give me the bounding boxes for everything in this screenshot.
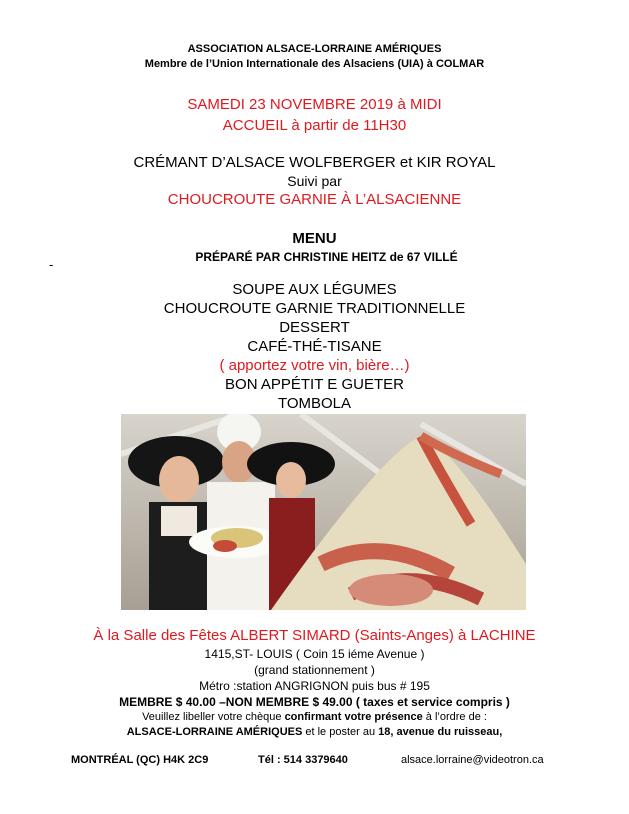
photo-illustration bbox=[121, 414, 526, 610]
payee-line bbox=[0, 726, 629, 738]
closing-greeting: BON APPÉTIT E GUETER bbox=[225, 376, 404, 393]
cheque-instructions bbox=[0, 711, 629, 723]
metro-directions: Métro :station ANGRIGNON puis bus # 195 bbox=[199, 679, 430, 693]
menu-item: CHOUCROUTE GARNIE TRADITIONNELLE bbox=[163, 300, 466, 317]
menu-item: CAFÉ-THÉ-TISANE bbox=[247, 338, 382, 355]
welcome-time: ACCUEIL à partir de 11H30 bbox=[222, 117, 407, 134]
aperitif-line: CRÉMANT D’ALSACE WOLFBERGER et KIR ROYAL bbox=[133, 154, 496, 171]
cheque-text-1: Veuillez libeller votre chèque bbox=[142, 711, 285, 723]
footer-email[interactable]: alsace.lorraine@videotron.ca bbox=[401, 754, 544, 766]
payee-address: 18, avenue du ruisseau, bbox=[378, 726, 503, 738]
prepared-by: PRÉPARÉ PAR CHRISTINE HEITZ de 67 VILLÉ bbox=[195, 250, 458, 264]
cheque-text-2: à l’ordre de : bbox=[422, 711, 487, 723]
venue-address: 1415,ST- LOUIS ( Coin 15 iéme Avenue ) bbox=[204, 647, 425, 661]
footer-phone: Tél : 514 3379640 bbox=[258, 754, 348, 766]
stray-dash: - bbox=[49, 257, 54, 272]
menu-item: DESSERT bbox=[279, 319, 350, 336]
choucroute-photo bbox=[121, 414, 526, 610]
menu-title: MENU bbox=[292, 230, 337, 247]
parking-note: (grand stationnement ) bbox=[254, 663, 375, 677]
venue-hall: À la Salle des Fêtes ALBERT SIMARD (Saints-Anges) à LACHINE bbox=[93, 627, 536, 644]
followed-by: Suivi par bbox=[287, 173, 342, 189]
main-dish: CHOUCROUTE GARNIE À L’ALSACIENNE bbox=[167, 191, 462, 208]
payee-name: ALSACE-LORRAINE AMÉRIQUES bbox=[126, 726, 303, 738]
wine-note: ( apportez votre vin, bière…) bbox=[219, 357, 410, 374]
price-line: MEMBRE $ 40.00 –NON MEMBRE $ 49.00 ( taxes et service compris ) bbox=[119, 695, 510, 709]
membership-line: Membre de l’Union Internationale des Alsaciens (UIA) à COLMAR bbox=[144, 58, 485, 70]
payee-mid: et le poster au bbox=[302, 726, 379, 738]
footer-city: MONTRÉAL (QC) H4K 2C9 bbox=[71, 754, 209, 766]
event-date: SAMEDI 23 NOVEMBRE 2019 à MIDI bbox=[187, 96, 442, 113]
cheque-text-bold: confirmant votre présence bbox=[284, 711, 423, 723]
menu-item: SOUPE AUX LÉGUMES bbox=[232, 281, 397, 298]
association-name: ASSOCIATION ALSACE-LORRAINE AMÉRIQUES bbox=[187, 43, 442, 55]
tombola-line: TOMBOLA bbox=[277, 395, 352, 412]
